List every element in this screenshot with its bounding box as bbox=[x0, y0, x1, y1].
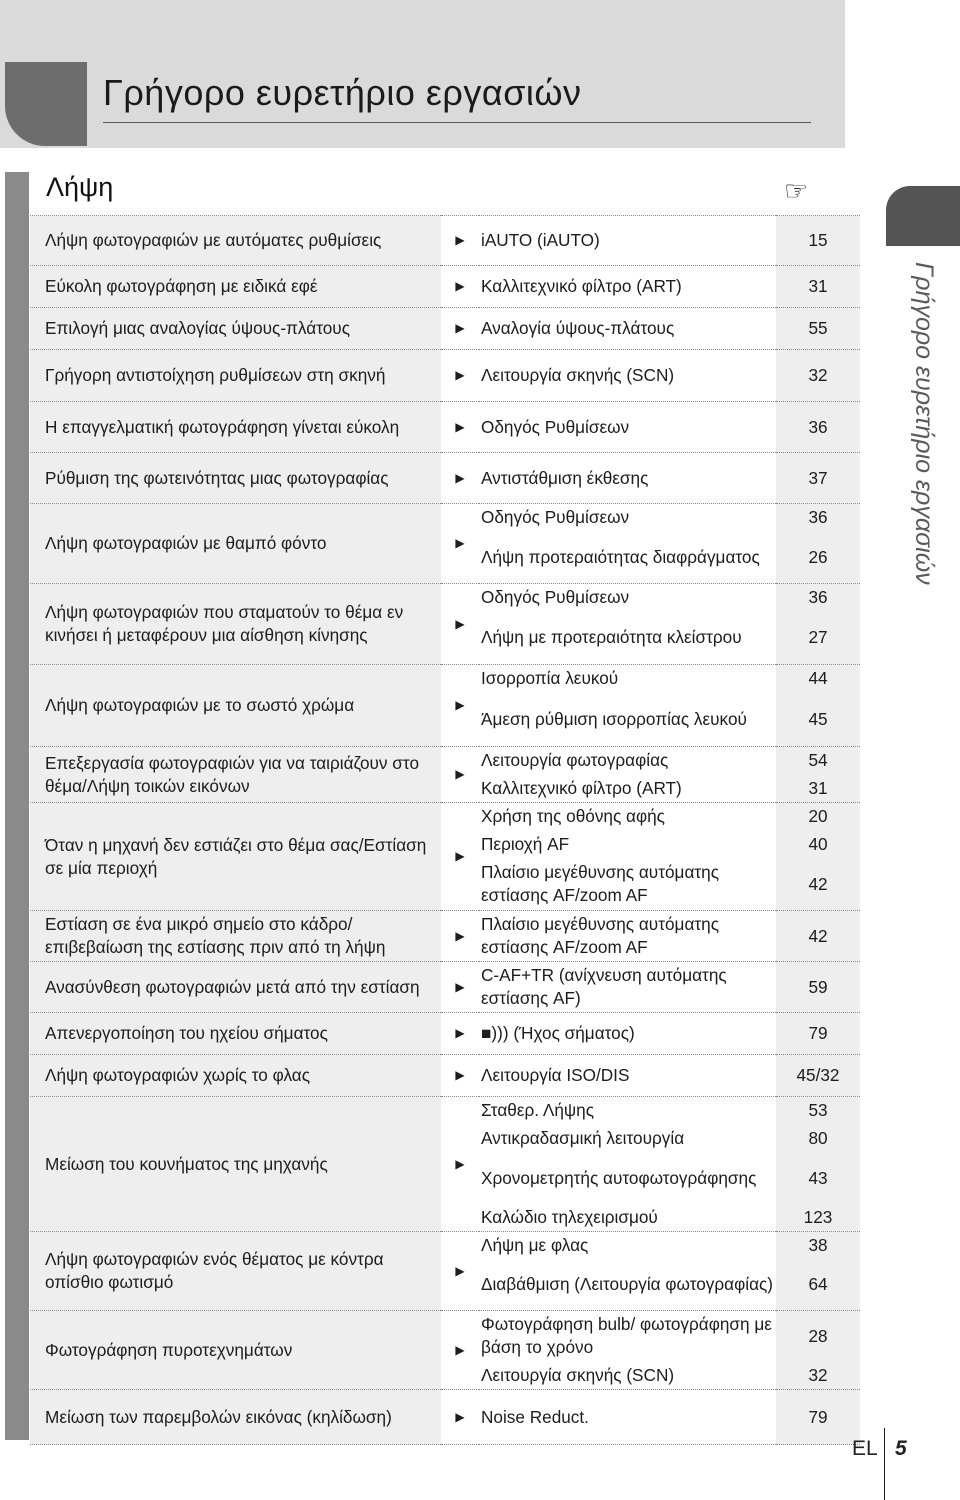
task-cell: Ανασύνθεση φωτογραφιών μετά από την εστίαση bbox=[30, 962, 441, 1013]
task-cell: Επεξεργασία φωτογραφιών για να ταιριάζουν στο θέμα/Λήψη τοικών εικόνων bbox=[30, 747, 441, 803]
task-cell: Λήψη φωτογραφιών με αυτόματες ρυθμίσεις bbox=[30, 216, 441, 266]
section-bar bbox=[5, 172, 29, 1440]
page-cell: 45 bbox=[776, 693, 860, 747]
table-row bbox=[30, 962, 860, 1013]
table-row bbox=[30, 665, 860, 693]
arrow-icon: ▶ bbox=[441, 350, 479, 402]
footer-page-number: 5 bbox=[895, 1437, 907, 1460]
table-row bbox=[30, 266, 860, 308]
feature-cell: Λήψη με φλας bbox=[479, 1232, 776, 1260]
page-cell: 27 bbox=[776, 612, 860, 665]
task-cell: Όταν η μηχανή δεν εστιάζει στο θέμα σας/Εστίαση σε μία περιοχή bbox=[30, 803, 441, 911]
page-cell: 37 bbox=[776, 453, 860, 504]
feature-cell: Λειτουργία σκηνής (SCN) bbox=[481, 1364, 675, 1385]
page-cell: 53 bbox=[776, 1097, 860, 1125]
page-cell: 43 bbox=[776, 1153, 860, 1204]
arrow-icon: ▶ bbox=[441, 803, 479, 911]
page-cell: 64 bbox=[776, 1260, 860, 1311]
task-cell: Η επαγγελματική φωτογράφηση γίνεται εύκολη bbox=[30, 402, 441, 453]
task-cell: Φωτογράφηση πυροτεχνημάτων bbox=[30, 1311, 441, 1390]
arrow-icon: ▶ bbox=[441, 911, 479, 962]
page-cell: 123 bbox=[776, 1204, 860, 1232]
table-row bbox=[30, 584, 860, 612]
table-row bbox=[30, 402, 860, 453]
arrow-icon: ▶ bbox=[441, 1013, 479, 1055]
arrow-icon: ▶ bbox=[441, 665, 479, 747]
table-row bbox=[30, 911, 860, 962]
page-cell: 59 bbox=[776, 962, 860, 1013]
page-cell: 44 bbox=[776, 665, 860, 693]
arrow-icon: ▶ bbox=[441, 216, 479, 266]
page-cell: 31 bbox=[776, 266, 860, 308]
feature-cell: Ισορροπία λευκού bbox=[479, 665, 776, 693]
feature-cell: Χρονομετρητής αυτοφωτογράφησης bbox=[481, 1167, 757, 1188]
arrow-icon: ▶ bbox=[441, 453, 479, 504]
feature-cell: Λειτουργία ISO/DIS bbox=[479, 1055, 776, 1097]
task-index-table-wrap bbox=[30, 215, 845, 1445]
arrow-icon: ▶ bbox=[441, 402, 479, 453]
feature-cell: Οδηγός Ρυθμίσεων bbox=[479, 402, 776, 453]
table-row bbox=[30, 308, 860, 350]
page-cell: 36 bbox=[776, 402, 860, 453]
side-tab-marker bbox=[886, 186, 960, 246]
feature-cell: Λήψη με προτεραιότητα κλείστρου bbox=[481, 627, 742, 648]
task-cell: Ρύθμιση της φωτεινότητας μιας φωτογραφίας bbox=[30, 453, 441, 504]
feature-cell: Καλλιτεχνικό φίλτρο (ART) bbox=[479, 266, 776, 308]
page-cell: 32 bbox=[776, 1362, 860, 1390]
table-row bbox=[30, 216, 860, 266]
feature-cell: Σταθερ. Λήψης bbox=[479, 1097, 776, 1125]
section-heading: Λήψη bbox=[46, 172, 114, 202]
feature-cell: Αντικραδασμική λειτουργία bbox=[481, 1128, 685, 1148]
table-row bbox=[30, 1013, 860, 1055]
feature-cell: Λήψη προτεραιότητας διαφράγματος bbox=[481, 546, 760, 567]
feature-cell: Χρήση της οθόνης αφής bbox=[479, 803, 776, 831]
page-cell: 79 bbox=[776, 1013, 860, 1055]
feature-cell: Λειτουργία φωτογραφίας bbox=[479, 747, 776, 775]
page-cell: 36 bbox=[776, 584, 860, 612]
page-cell: 80 bbox=[776, 1125, 860, 1153]
table-row bbox=[30, 1055, 860, 1097]
task-cell: Επιλογή μιας αναλογίας ύψους-πλάτους bbox=[30, 308, 441, 350]
task-cell: Λήψη φωτογραφιών ενός θέματος με κόντρα οπίσθιο φωτισμό bbox=[30, 1232, 441, 1311]
page-cell: 36 bbox=[776, 504, 860, 532]
task-cell: Εστίαση σε ένα μικρό σημείο στο κάδρο/ επιβεβαίωση της εστίασης πριν από τη λήψη bbox=[30, 911, 441, 962]
table-row bbox=[30, 453, 860, 504]
arrow-icon: ▶ bbox=[441, 308, 479, 350]
page-cell: 38 bbox=[776, 1232, 860, 1260]
page-cell: 42 bbox=[776, 859, 860, 911]
page-cell: 31 bbox=[776, 775, 860, 803]
feature-cell: Διαβάθμιση (Λειτουργία φωτογραφίας) bbox=[481, 1274, 774, 1295]
task-cell: Λήψη φωτογραφιών με το σωστό χρώμα bbox=[30, 665, 441, 747]
table-row bbox=[30, 504, 860, 532]
footer-divider bbox=[884, 1428, 885, 1500]
title-rule bbox=[103, 122, 811, 123]
page-cell: 28 bbox=[776, 1311, 860, 1362]
arrow-icon: ▶ bbox=[441, 584, 479, 665]
feature-cell: Καλλιτεχνικό φίλτρο (ART) bbox=[481, 777, 682, 798]
arrow-icon: ▶ bbox=[441, 1311, 479, 1390]
table-row bbox=[30, 1390, 860, 1445]
page-cell: 55 bbox=[776, 308, 860, 350]
table-row bbox=[30, 1311, 860, 1362]
arrow-icon: ▶ bbox=[441, 1390, 479, 1445]
feature-cell: Πλαίσιο μεγέθυνσης αυτόματης εστίασης AF/zoom AF bbox=[481, 862, 720, 906]
task-cell: Εύκολη φωτογράφηση με ειδικά εφέ bbox=[30, 266, 441, 308]
task-cell: Μείωση των παρεμβολών εικόνας (κηλίδωση) bbox=[30, 1390, 441, 1445]
task-cell: Λήψη φωτογραφιών που σταματούν το θέμα εν κινήσει ή μεταφέρουν μια αίσθηση κίνησης bbox=[30, 584, 441, 665]
feature-cell: Περιοχή AF bbox=[481, 834, 570, 854]
arrow-icon: ▶ bbox=[441, 266, 479, 308]
feature-cell: Οδηγός Ρυθμίσεων bbox=[479, 584, 776, 612]
table-row bbox=[30, 1232, 860, 1260]
page-cell: 40 bbox=[776, 831, 860, 859]
page-cell: 79 bbox=[776, 1390, 860, 1445]
page-title: Γρήγορο ευρετήριο εργασιών bbox=[103, 72, 582, 113]
table-row bbox=[30, 747, 860, 775]
task-cell: Λήψη φωτογραφιών χωρίς το φλας bbox=[30, 1055, 441, 1097]
feature-cell: Noise Reduct. bbox=[479, 1390, 776, 1445]
page-cell: 15 bbox=[776, 216, 860, 266]
task-index-table bbox=[30, 215, 860, 1445]
feature-cell: Αναλογία ύψους-πλάτους bbox=[479, 308, 776, 350]
page-cell: 54 bbox=[776, 747, 860, 775]
task-cell: Γρήγορη αντιστοίχηση ρυθμίσεων στη σκηνή bbox=[30, 350, 441, 402]
feature-cell: Καλώδιο τηλεχειρισμού bbox=[481, 1206, 658, 1227]
arrow-icon: ▶ bbox=[441, 504, 479, 584]
feature-cell: Αντιστάθμιση έκθεσης bbox=[479, 453, 776, 504]
page-reference-icon: ☞ bbox=[784, 176, 809, 206]
task-cell: Απενεργοποίηση του ηχείου σήματος bbox=[30, 1013, 441, 1055]
feature-cell: Πλαίσιο μεγέθυνσης αυτόματης εστίασης AF/zoom AF bbox=[479, 911, 776, 962]
task-cell: Λήψη φωτογραφιών με θαμπό φόντο bbox=[30, 504, 441, 584]
side-tab-label: Γρήγορο ευρετήριο εργασιών bbox=[910, 262, 938, 585]
header-tab bbox=[5, 62, 87, 146]
arrow-icon: ▶ bbox=[441, 1232, 479, 1311]
page-cell: 20 bbox=[776, 803, 860, 831]
page-cell: 26 bbox=[776, 532, 860, 584]
feature-cell: iAUTO (iAUTO) bbox=[479, 216, 776, 266]
feature-cell: Φωτογράφηση bulb/ φωτογράφηση με βάση το χρόνο bbox=[479, 1311, 776, 1362]
feature-cell: Οδηγός Ρυθμίσεων bbox=[479, 504, 776, 532]
arrow-icon: ▶ bbox=[441, 1097, 479, 1232]
page-cell: 42 bbox=[776, 911, 860, 962]
feature-cell: Άμεση ρύθμιση ισορροπίας λευκού bbox=[481, 708, 747, 729]
arrow-icon: ▶ bbox=[441, 962, 479, 1013]
table-row bbox=[30, 1097, 860, 1125]
footer-language: EL bbox=[852, 1437, 878, 1460]
task-cell: Μείωση του κουνήματος της μηχανής bbox=[30, 1097, 441, 1232]
arrow-icon: ▶ bbox=[441, 747, 479, 803]
feature-cell: C-AF+TR (ανίχνευση αυτόματης εστίασης AF) bbox=[479, 962, 776, 1013]
page-cell: 32 bbox=[776, 350, 860, 402]
arrow-icon: ▶ bbox=[441, 1055, 479, 1097]
feature-cell: Λειτουργία σκηνής (SCN) bbox=[479, 350, 776, 402]
feature-cell: ■))) (Ήχος σήματος) bbox=[479, 1013, 776, 1055]
page-cell: 45/32 bbox=[776, 1055, 860, 1097]
table-row bbox=[30, 350, 860, 402]
table-row bbox=[30, 803, 860, 831]
